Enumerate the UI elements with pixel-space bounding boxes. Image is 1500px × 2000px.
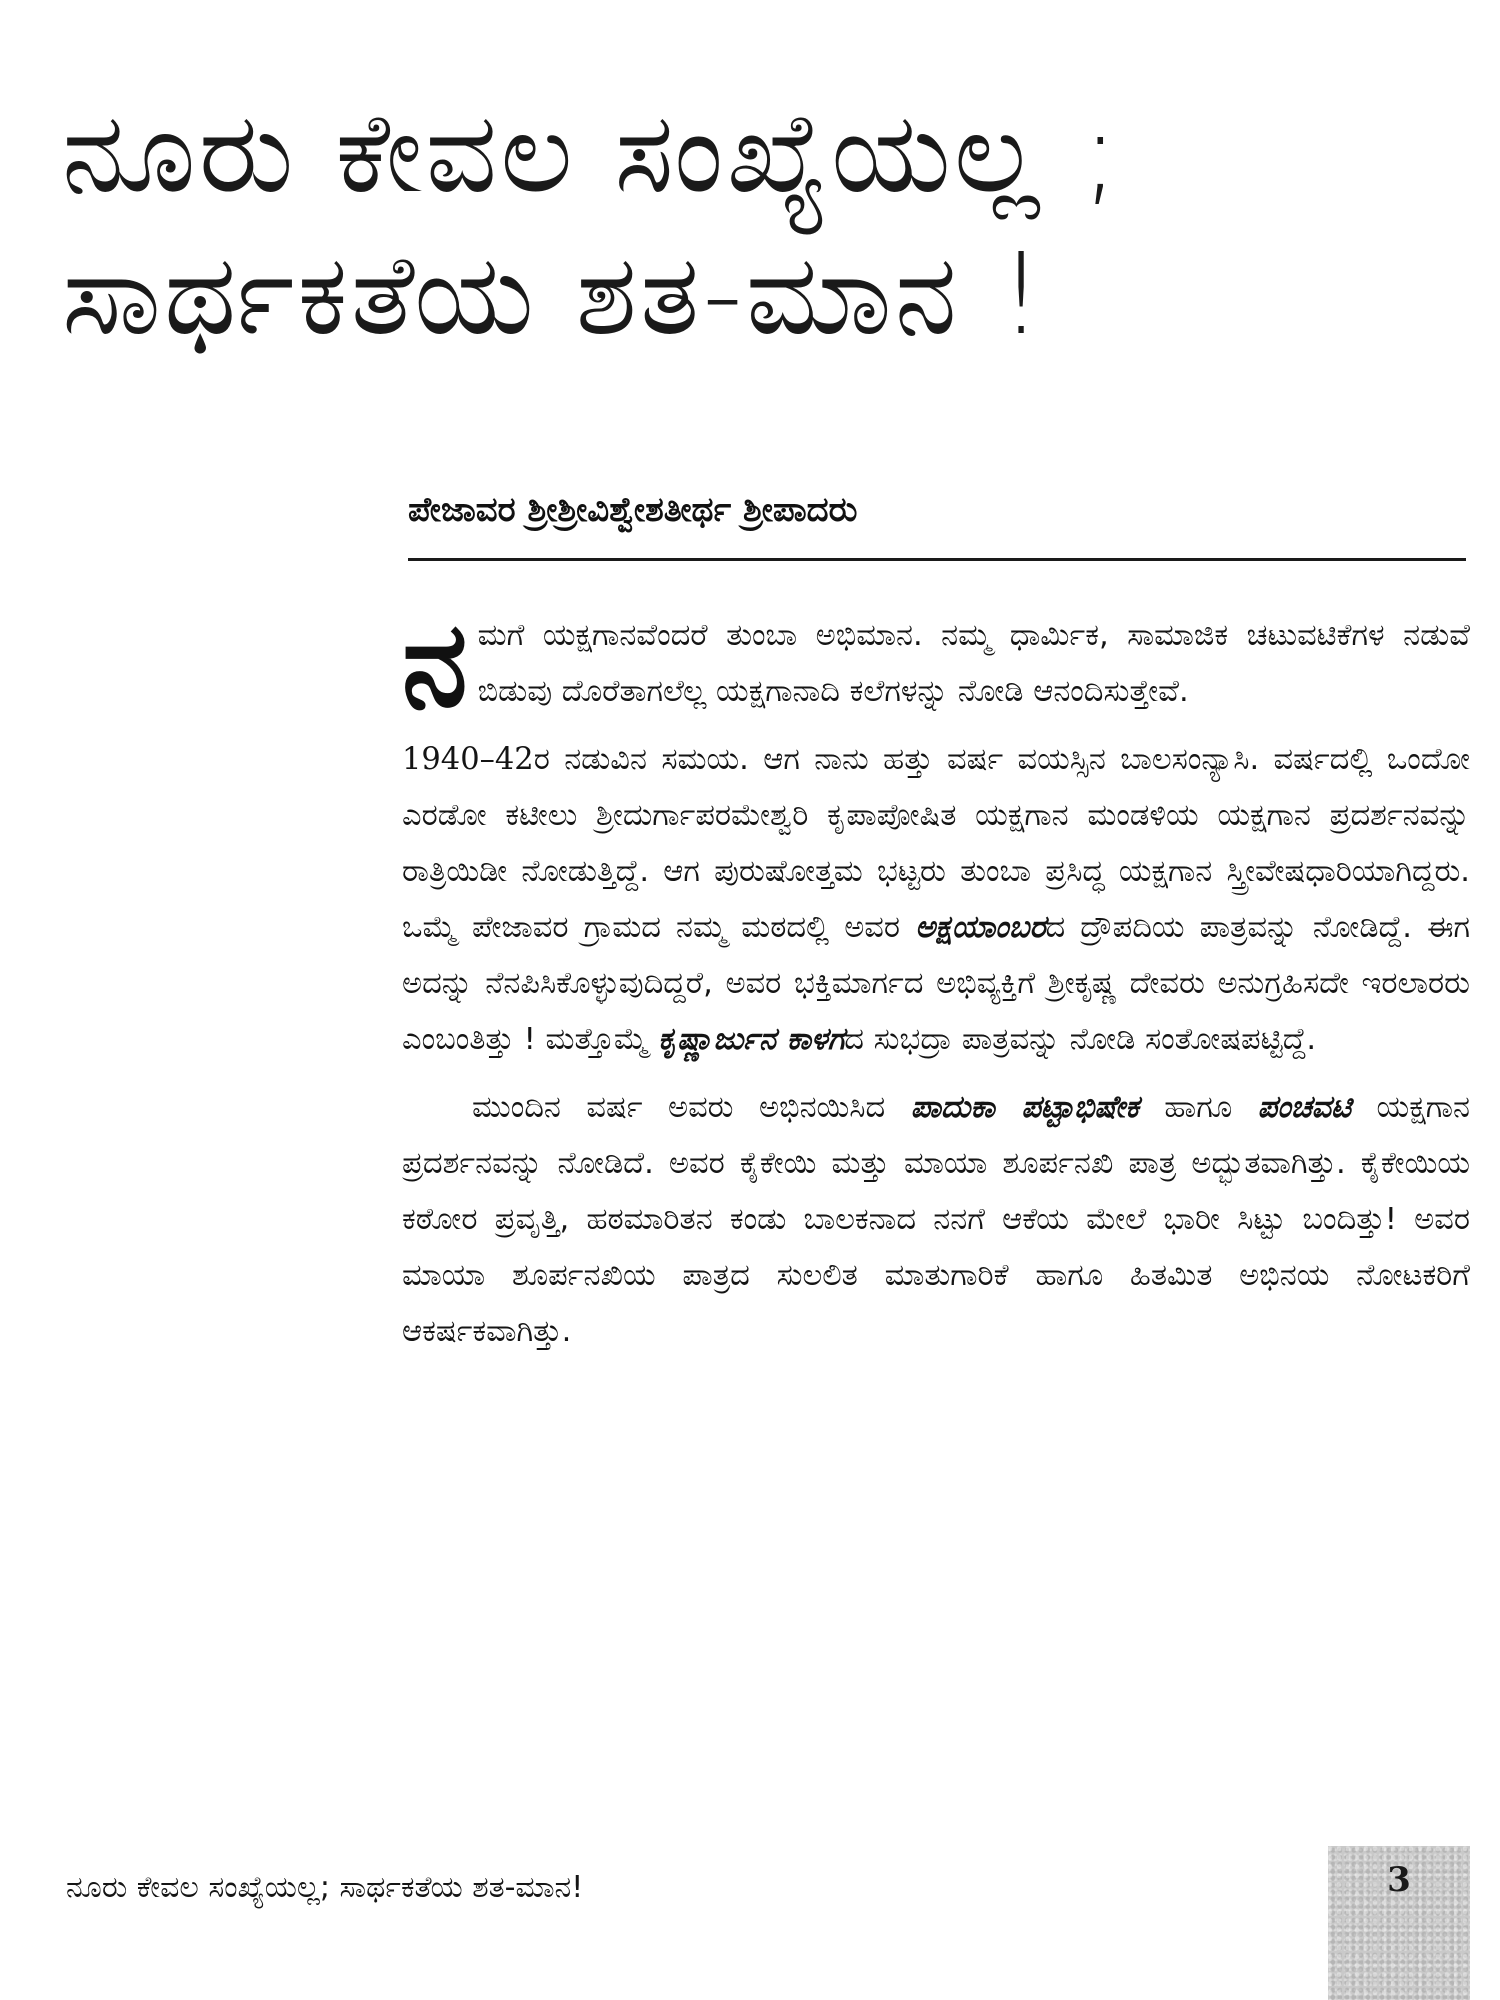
- play-title-panchavati: ಪಂಚವಟಿ: [1257, 1090, 1352, 1125]
- paragraph-2: [402, 732, 1470, 1068]
- paragraph-1: [402, 594, 1470, 733]
- title-line-2: ಸಾರ್ಥಕತೆಯ ಶತ-ಮಾನ !: [62, 230, 1047, 360]
- page-title: [62, 82, 1422, 366]
- paragraph-3: [402, 1080, 1470, 1360]
- page-number: 3: [1387, 1860, 1411, 1900]
- play-title-akshayambara: ಅಕ್ಷಯಾಂಬರ: [915, 910, 1046, 945]
- paragraph-2-text-b: ದ ದ್ರೌಪದಿಯ ಪಾತ್ರವನ್ನು ನೋಡಿದ್ದೆ. ಈಗ ಅದನ್ನು ನೆನಪಿಸಿಕೊಳ್ಳುವುದಿದ್ದರೆ, ಅವರ ಭಕ್ತಿಮಾರ್ಗದ ಅಭಿವ್ಯಕ್ತಿಗೆ ಶ್ರೀಕೃಷ್ಣ ದೇವರು ಅನುಗ್ರಹಿಸದೇ ಇರಲಾರರು ಎಂಬಂತಿತ್ತು ! ಮತ್ತೊಮ್ಮೆ: [402, 910, 1470, 1057]
- paragraph-3-text-b: ಹಾಗೂ: [1138, 1090, 1258, 1125]
- page-number-box: [1328, 1846, 1470, 2000]
- author-divider: [408, 558, 1466, 561]
- year-range: 1940–42: [402, 742, 534, 777]
- paragraph-1-text: ಮಗೆ ಯಕ್ಷಗಾನವೆಂದರೆ ತುಂಬಾ ಅಭಿಮಾನ. ನಮ್ಮ ಧಾರ್ಮಿಕ, ಸಾಮಾಜಿಕ ಚಟುವಟಿಕೆಗಳ ನಡುವೆ ಬಿಡುವು ದೊರೆತಾಗಲೆಲ್ಲ ಯಕ್ಷಗಾನಾದಿ ಕಲೆಗಳನ್ನು ನೋಡಿ ಆನಂದಿಸುತ್ತೇವೆ.: [477, 618, 1470, 709]
- article-body: [402, 594, 1470, 1360]
- paragraph-3-text-a: ಮುಂದಿನ ವರ್ಷ ಅವರು ಅಭಿನಯಿಸಿದ: [472, 1090, 911, 1125]
- author-byline: ಪೇಜಾವರ ಶ್ರೀಶ್ರೀವಿಶ್ವೇಶತೀರ್ಥ ಶ್ರೀಪಾದರು: [408, 490, 858, 530]
- paragraph-2-text-a: ರ ನಡುವಿನ ಸಮಯ. ಆಗ ನಾನು ಹತ್ತು ವರ್ಷ ವಯಸ್ಸಿನ ಬಾಲಸಂನ್ಯಾಸಿ. ವರ್ಷದಲ್ಲಿ ಒಂದೋ ಎರಡೋ ಕಟೀಲು ಶ್ರೀದುರ್ಗಾಪರಮೇಶ್ವರಿ ಕೃಪಾಪೋಷಿತ ಯಕ್ಷಗಾನ ಮಂಡಳಿಯ ಯಕ್ಷಗಾನ ಪ್ರದರ್ಶನವನ್ನು ರಾತ್ರಿಯಿಡೀ ನೋಡುತ್ತಿದ್ದೆ. ಆಗ ಪುರುಷೋತ್ತಮ ಭಟ್ಟರು ತುಂಬಾ ಪ್ರಸಿದ್ಧ ಯಕ್ಷಗಾನ ಸ್ತ್ರೀವೇಷಧಾರಿಯಾಗಿದ್ದರು. ಒಮ್ಮೆ ಪೇಜಾವರ ಗ್ರಾಮದ ನಮ್ಮ ಮಠದಲ್ಲಿ ಅವರ: [402, 742, 1470, 945]
- paragraph-3-text-c: ಯಕ್ಷಗಾನ ಪ್ರದರ್ಶನವನ್ನು ನೋಡಿದೆ. ಅವರ ಕೈಕೇಯಿ ಮತ್ತು ಮಾಯಾ ಶೂರ್ಪನಖಿ ಪಾತ್ರ ಅದ್ಭುತವಾಗಿತ್ತು. ಕೈಕೇಯಿಯ ಕಠೋರ ಪ್ರವೃತ್ತಿ, ಹಠಮಾರಿತನ ಕಂಡು ಬಾಲಕನಾದ ನನಗೆ ಆಕೆಯ ಮೇಲೆ ಭಾರೀ ಸಿಟ್ಟು ಬಂದಿತ್ತು! ಅವರ ಮಾಯಾ ಶೂರ್ಪನಖಿಯ ಪಾತ್ರದ ಸುಲಲಿತ ಮಾತುಗಾರಿಕೆ ಹಾಗೂ ಹಿತಮಿತ ಅಭಿನಯ ನೋಟಕರಿಗೆ ಆಕರ್ಷಕವಾಗಿತ್ತು.: [402, 1090, 1470, 1349]
- title-line-1: ನೂರು ಕೇವಲ ಸಂಖ್ಯೆಯಲ್ಲ ;: [62, 88, 1123, 218]
- drop-cap: ನ: [402, 594, 468, 733]
- play-title-krishnarjuna-kalaga: ಕೃಷ್ಣಾರ್ಜುನ ಕಾಳಗ: [658, 1022, 845, 1057]
- play-title-paduka-pattabhisheka: ಪಾದುಕಾ ಪಟ್ಟಾಭಿಷೇಕ: [910, 1090, 1139, 1125]
- paragraph-2-text-c: ದ ಸುಭದ್ರಾ ಪಾತ್ರವನ್ನು ನೋಡಿ ಸಂತೋಷಪಟ್ಟಿದ್ದೆ.: [844, 1022, 1317, 1057]
- running-footer-title: ನೂರು ಕೇವಲ ಸಂಖ್ಯೆಯಲ್ಲ; ಸಾರ್ಥಕತೆಯ ಶತ-ಮಾನ!: [66, 1870, 584, 1905]
